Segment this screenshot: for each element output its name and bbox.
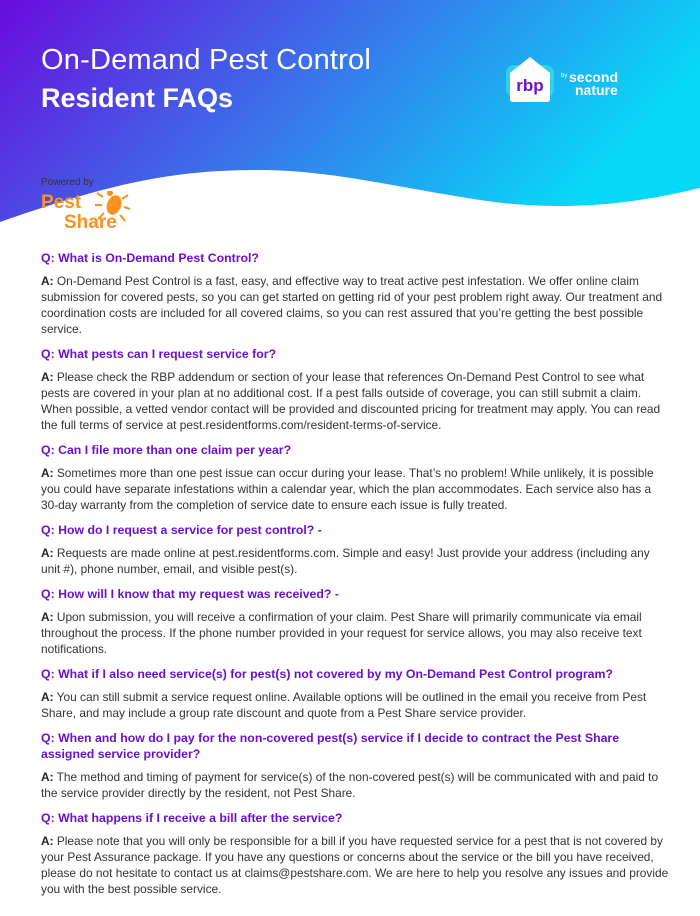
- faq-question: Q: What pests can I request service for?: [41, 347, 277, 361]
- faq-answer: [41, 465, 669, 513]
- faq-item: [41, 250, 669, 337]
- faq-question: Q: What happens if I receive a bill after the service?: [41, 811, 343, 825]
- faq-question: Q: What if I also need service(s) for pest(s) not covered by my On-Demand Pest Control program?: [41, 667, 613, 681]
- faq-question: Q: Can I file more than one claim per year?: [41, 443, 292, 457]
- answer-text: Upon submission, you will receive a confirmation of your claim. Pest Share will primarily communicate via email throughout the process. If the phone number provided in your request for service allows, you may also receive text notifications.: [41, 610, 642, 656]
- answer-prefix: A:: [41, 834, 54, 848]
- page-title-line1: On-Demand Pest Control: [41, 44, 371, 76]
- powered-by-label: Powered by: [41, 177, 94, 188]
- pest-text: Pest: [41, 192, 82, 213]
- answer-text: Please check the RBP addendum or section of your lease that references On-Demand Pest Control to see what pests are covered in your plan at no additional cost. If a pest falls outside of coverage, you can still submit a claim. When possible, a vetted vendor contact will be provided and discounted pricing for treatment may apply. You can read the full terms of service at pest.residentforms.com/resident-terms-of-service.: [41, 370, 661, 432]
- answer-prefix: A:: [41, 370, 54, 384]
- by-text: by: [561, 73, 568, 79]
- faq-question: Q: How do I request a service for pest control? -: [41, 523, 322, 537]
- faq-item: [41, 730, 669, 801]
- rbp-text: rbp: [516, 76, 544, 95]
- faq-answer: [41, 273, 669, 337]
- faq-question: Q: What is On-Demand Pest Control?: [41, 251, 259, 265]
- faq-item: [41, 346, 669, 433]
- answer-text: Please note that you will only be responsible for a bill if you have requested service for a pest that is not covered by your Pest Assurance package. If you have any questions or concerns about the service or the bill you have received, please do not hesitate to contact us at claims@pestshare.com. We are here to help you resolve any issues and provide you with the best possible service.: [41, 834, 669, 896]
- faq-answer: [41, 609, 669, 657]
- answer-prefix: A:: [41, 690, 54, 704]
- answer-text: Sometimes more than one pest issue can occur during your lease. That’s no problem! While unlikely, it is possible you could have separate infestations within a calendar year, which the plan accommodates. Each service also has a 30-day warranty from the completion of service date to ensure each issue is fully treated.: [41, 466, 654, 512]
- faq-question: Q: How will I know that my request was received? -: [41, 587, 339, 601]
- faq-answer: [41, 769, 669, 801]
- page-title-line2: Resident FAQs: [41, 83, 234, 113]
- faq-item: [41, 666, 669, 721]
- share-text: Share: [64, 212, 117, 231]
- answer-text: You can still submit a service request online. Available options will be outlined in the email you receive from Pest Share, and may include a group rate discount and quote from a Pest Share service provider.: [41, 690, 647, 720]
- faq-item: [41, 442, 669, 513]
- answer-text: On-Demand Pest Control is a fast, easy, and effective way to treat active pest infestation. We offer online claim submission for covered pests, so you can get started on getting rid of your pest problem right away. Our treatment and coordination costs are included for all covered claims, so you can rest assured that you’re getting the best possible service.: [41, 274, 663, 336]
- faq-question: Q: When and how do I pay for the non-covered pest(s) service if I decide to contract the Pest Share assigned service provider?: [41, 731, 620, 761]
- answer-prefix: A:: [41, 274, 54, 288]
- answer-prefix: A:: [41, 610, 54, 624]
- answer-prefix: A:: [41, 466, 54, 480]
- faq-answer: [41, 689, 669, 721]
- answer-text: The method and timing of payment for service(s) of the non-covered pest(s) will be communicated with and paid to the service provider directly by the resident, not Pest Share.: [41, 770, 659, 800]
- second-text: second: [569, 69, 619, 85]
- answer-prefix: A:: [41, 770, 54, 784]
- faq-answer: [41, 833, 669, 897]
- nature-text: nature: [575, 82, 618, 98]
- faq-answer: [41, 369, 669, 433]
- answer-text: Requests are made online at pest.residentforms.com. Simple and easy! Just provide your address (including any unit #), phone number, email, and visible pest(s).: [41, 546, 650, 576]
- faq-item: [41, 586, 669, 657]
- faq-answer: [41, 545, 669, 577]
- faq-item: [41, 810, 669, 897]
- answer-prefix: A:: [41, 546, 54, 560]
- faq-item: [41, 522, 669, 577]
